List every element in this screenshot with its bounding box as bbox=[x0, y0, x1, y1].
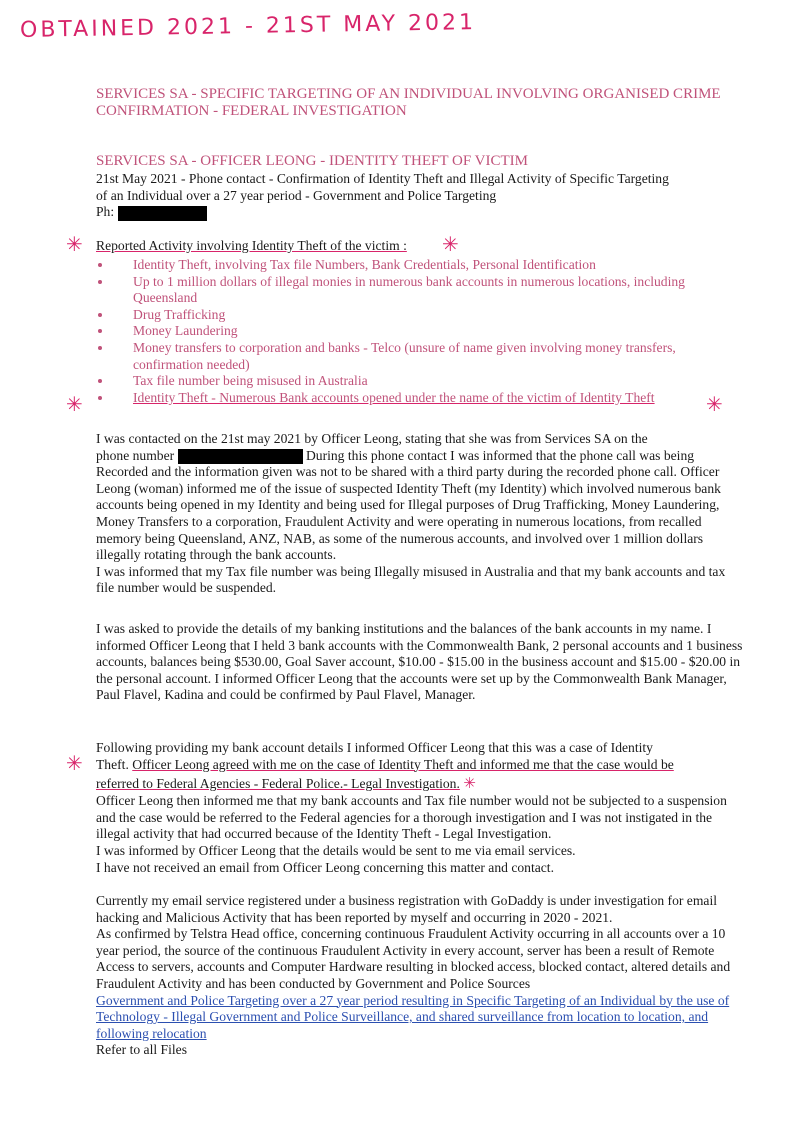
phone-number-label: phone number bbox=[96, 447, 175, 463]
asterisk-annotation-icon: ✳ bbox=[463, 774, 476, 793]
asterisk-annotation-icon: ✳ bbox=[706, 392, 723, 416]
paragraph-4 bbox=[96, 893, 746, 1059]
related-file-link[interactable]: Government and Police Targeting over a 27 year period resulting in Specific Targeting of an Individual by the use of Technology - Illegal Government and Police Surveillance, and shared surveillance from location to location, and following relocation bbox=[96, 992, 730, 1041]
paragraph-1 bbox=[96, 431, 746, 597]
paragraph-3-email: I was informed by Officer Leong that the details would be sent to me via email services. bbox=[96, 842, 576, 858]
intro-line-1: 21st May 2021 - Phone contact - Confirmation of Identity Theft and Illegal Activity of Specific Targeting bbox=[96, 171, 669, 186]
title-line-2: CONFIRMATION - FEDERAL INVESTIGATION bbox=[96, 103, 407, 119]
redacted-phone-number bbox=[178, 449, 303, 464]
underlined-referral: referred to Federal Agencies - Federal Police.- Legal Investigation. bbox=[96, 776, 460, 792]
paragraph-1-line-1: I was contacted on the 21st may 2021 by Officer Leong, stating that she was from Services SA on the bbox=[96, 431, 648, 446]
paragraph-3-line-1: Following providing my bank account details I informed Officer Leong that this was a case of Identity bbox=[96, 740, 653, 755]
paragraph-3-theft: Theft. bbox=[96, 756, 129, 772]
intro-line-2: of an Individual over a 27 year period - Government and Police Targeting bbox=[96, 187, 497, 203]
paragraph-3-line-2 bbox=[96, 757, 746, 774]
list-item: Tax file number being misused in Australia bbox=[96, 373, 746, 390]
intro-block bbox=[96, 171, 756, 221]
handwritten-date-annotation: OBTAINED 2021 - 21ST MAY 2021 bbox=[19, 10, 477, 43]
redacted-phone-number bbox=[118, 206, 207, 221]
document-title bbox=[96, 86, 756, 120]
underlined-agreement: Officer Leong agreed with me on the case of Identity Theft and informed me that the case would be bbox=[132, 756, 674, 772]
asterisk-annotation-icon: ✳ bbox=[442, 232, 459, 256]
asterisk-annotation-icon: ✳ bbox=[66, 751, 83, 775]
paragraph-4-telstra: As confirmed by Telstra Head office, concerning continuous Fraudulent Activity occurring in all accounts over a 10 year period, the source of the continuous Fraudulent Activity in every account, server has been a result of Remote Access to servers, accounts and Computer Hardware resulting in blocked access, blocked contact, altered details and Fraudulent Activity and has been conducted by Government and Police Sources bbox=[96, 926, 731, 991]
paragraph-1-text: During this phone contact I was informed that the phone call was being Recorded and the information given was not to be shared with a third party during the recorded phone call. Officer Leong (woman) informed me of the issue of suspected Identity Theft (my Identity) which involved numerous bank accounts being opened in my Identity and being used for Illegal purposes of Drug Trafficking, Money Laundering, Money Transfers to a corporation, Fraudulent Activity and were operating in numerous locations, from recalled memory being Queensland, ANZ, NAB, as some of the numerous accounts, and involved over 1 million dollars illegally rotating through the bank accounts. bbox=[96, 447, 721, 563]
phone-label: Ph: bbox=[96, 204, 115, 220]
paragraph-3-body: Officer Leong then informed me that my bank accounts and Tax file number would not be subjected to a suspension and the case would be referred to the Federal agencies for a thorough investigation and I was not instigated in the illegal activity that had occurred because of the Identity Theft - Legal Investigation. bbox=[96, 793, 727, 842]
paragraph-3-no-email: I have not received an email from Officer Leong concerning this matter and contact. bbox=[96, 859, 554, 875]
list-item: Money Laundering bbox=[96, 323, 746, 340]
list-item: Identity Theft, involving Tax file Numbers, Bank Credentials, Personal Identification bbox=[96, 257, 746, 274]
paragraph-2: I was asked to provide the details of my banking institutions and the balances of the bank accounts in my name. I informed Officer Leong that I held 3 bank accounts with the Commonwealth Bank, 2 personal accounts and 1 business accounts, balances being $530.00, Goal Saver account, $10.00 - $15.00 in the business account and $15.00 - $20.00 in the personal account. I informed Officer Leong that the accounts were set up by the Commonwealth Bank Manager, Paul Flavel, Kadina and could be confirmed by Paul Flavel, Manager. bbox=[96, 621, 743, 703]
paragraph-1-tax: I was informed that my Tax file number was being Illegally misused in Australia and that my bank accounts and tax file number would be suspended. bbox=[96, 563, 726, 596]
asterisk-annotation-icon: ✳ bbox=[66, 392, 83, 416]
list-item: Drug Trafficking bbox=[96, 307, 746, 324]
reported-activity-list bbox=[96, 257, 746, 406]
paragraph-1-body bbox=[96, 448, 746, 564]
list-item: Identity Theft - Numerous Bank accounts opened under the name of the victim of Identity Theft bbox=[96, 390, 746, 407]
section-heading: SERVICES SA - OFFICER LEONG - IDENTITY THEFT OF VICTIM bbox=[96, 153, 529, 169]
phone-line bbox=[96, 204, 756, 221]
paragraph-3 bbox=[96, 740, 746, 876]
refer-to-files: Refer to all Files bbox=[96, 1042, 187, 1058]
title-line-1: SERVICES SA - SPECIFIC TARGETING OF AN INDIVIDUAL INVOLVING ORGANISED CRIME bbox=[96, 86, 721, 102]
list-item: Money transfers to corporation and banks - Telco (unsure of name given involving money transfers, confirmation needed) bbox=[96, 340, 746, 373]
reported-activity-heading: Reported Activity involving Identity Theft of the victim : bbox=[96, 238, 407, 253]
asterisk-annotation-icon: ✳ bbox=[66, 232, 83, 256]
list-item: Up to 1 million dollars of illegal monies in numerous bank accounts in numerous locations, including Queensland bbox=[96, 274, 746, 307]
paragraph-4-godaddy: Currently my email service registered under a business registration with GoDaddy is under investigation for email hacking and Malicious Activity that has been reported by myself and occurring in 2020 - 2021. bbox=[96, 893, 717, 925]
